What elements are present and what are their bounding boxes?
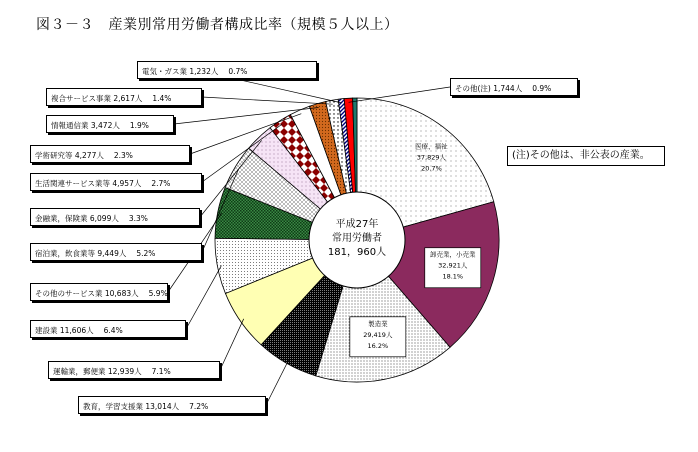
callout-percent: 0.9% [532, 84, 552, 93]
callout-name-value: 宿泊業，飲食業等 9,449人 [35, 249, 127, 258]
callout-9 [30, 173, 202, 191]
slice-label-1-line-1: 32,921人 [438, 261, 468, 270]
chart-title: 図３－３ 産業別常用労働者構成比率（規模５人以上） [36, 17, 399, 33]
slice-label-0-line-1: 37,829人 [416, 153, 447, 162]
callout-name-value: 建設業 11,606人 [35, 326, 94, 335]
callout-11 [46, 115, 174, 133]
leader-line-14 [349, 87, 450, 102]
callout-name-value: 学術研究等 4,277人 [35, 151, 104, 160]
callout-percent: 1.4% [152, 94, 172, 103]
callout-percent: 1.9% [129, 121, 149, 130]
callout-percent: 5.9% [148, 289, 168, 298]
slice-label-2-line-0: 製造業 [368, 319, 388, 328]
callout-percent: 2.3% [113, 151, 133, 160]
callout-name-value: 教育，学習支援業 13,014人 [83, 402, 180, 411]
center-label-line-2: 常用労働者 [332, 233, 382, 244]
callout-name-value: 電気・ガス業 1,232人 [142, 67, 219, 76]
center-label-line-3: 181，960人 [327, 247, 387, 258]
slice-label-2-line-1: 29,419人 [363, 330, 393, 339]
callout-percent: 3.3% [128, 214, 148, 223]
callout-percent: 5.2% [136, 249, 156, 258]
callout-name-value: 複合サービス事業 2,617人 [51, 94, 143, 103]
callout-6 [30, 283, 168, 301]
slice-label-0-line-2: 20.7% [421, 164, 442, 173]
callout-12 [46, 88, 202, 106]
callout-8 [30, 208, 200, 226]
leader-line-13 [236, 79, 342, 103]
callout-10 [30, 145, 190, 163]
slice-label-2-line-2: 16.2% [367, 341, 389, 350]
callout-14 [450, 78, 578, 96]
callout-percent: 7.2% [189, 402, 209, 411]
callout-name-value: 情報通信業 3,472人 [51, 121, 120, 130]
callout-4 [48, 361, 220, 379]
slice-label-0-line-0: 医療，福祉 [415, 142, 448, 151]
callout-name-value: その他(注) 1,744人 [455, 84, 523, 93]
callout-5 [30, 320, 186, 338]
center-label-line-1: 平成27年 [335, 219, 379, 230]
leader-line-12 [202, 97, 333, 104]
callout-name-value: 生活関連サービス業等 4,957人 [35, 179, 142, 188]
callout-name-value: 運輸業，郵便業 12,939人 [53, 367, 142, 376]
leader-line-5 [186, 266, 221, 329]
slice-label-1-line-0: 卸売業，小売業 [430, 250, 476, 259]
callout-name-value: その他のサービス業 10,683人 [35, 289, 139, 298]
callout-7 [30, 243, 202, 261]
slice-label-1-line-2: 18.1% [442, 272, 464, 281]
callout-3 [78, 396, 266, 414]
footnote-box: (注)その他は、非公表の産業。 [507, 146, 665, 166]
callout-percent: 2.7% [151, 179, 171, 188]
callout-name-value: 金融業，保険業 6,099人 [35, 214, 119, 223]
callout-percent: 7.1% [151, 367, 171, 376]
leader-line-4 [220, 319, 244, 370]
leader-line-3 [266, 360, 289, 405]
callout-percent: 6.4% [103, 326, 123, 335]
callout-percent: 0.7% [228, 67, 248, 76]
callout-13 [137, 61, 317, 79]
